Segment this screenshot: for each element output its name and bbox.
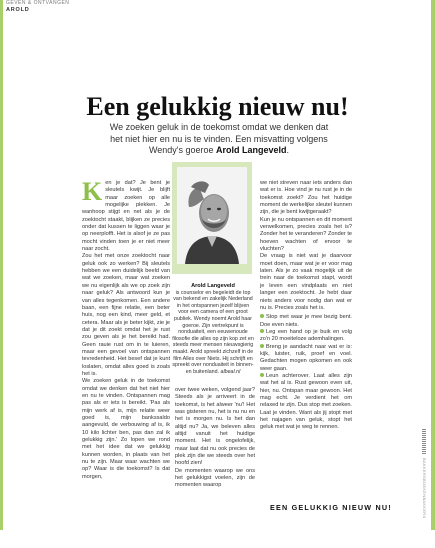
drop-cap: K xyxy=(82,177,103,206)
intro-line-2: het niet hier en nu is te vinden. Een misvatting volgens xyxy=(110,133,328,144)
section-label: GEVEN & ONTVANGEN xyxy=(6,0,70,6)
exercise-list xyxy=(260,314,352,432)
side-code: BAKKERSBOEKENBAKKERS xyxy=(422,458,427,519)
accent-strip-right xyxy=(431,0,435,530)
paragraph-7: Kun je nu ontspannen en dit moment verwelkomen, precies zoals het is? Zonder het te veranderen? Zonder te hoeven wachten of ervoor te vluchten? xyxy=(260,216,352,253)
portrait-illustration xyxy=(177,167,247,264)
paragraph-2: Zou het met onze zoektocht naar geluk ook zo werken? Bij sleutels hebben we een duidelijk beeld van wat we zoeken, maar wat zoeken we nu eigenlijk als we op zoek zijn naar geluk? Als antwoord kun je van alles tegenkomen. Een andere baan, een fijne relatie, een beter huis, nog een kind, meer geld, et cetera. Maar als je beter kijkt, zie je dat je dit zoekt omdat het je rust zou geven als je het bereikt had. Geen rauie rust om in te luieren, maar een gevoel van ontspannen tevredenheid. Het besef dat je kunt loslaten, omdat alles goed is zoals het is. xyxy=(82,253,170,377)
barcode-graphic xyxy=(422,428,426,454)
bullet-dot-icon xyxy=(260,373,264,377)
intro-line-3-prefix: Wendy's goeroe xyxy=(148,145,217,155)
paragraph-6: we niet streven naar iets anders dan wat er is. Hoe vind je nu rust je in de toekomst zoekt? Zou het huidige moment de werkelijke sleutel kunnen zijn, die je bent kwijtgeraakt? xyxy=(260,180,352,216)
paragraph-1-text: en je dat? Je bent je sleutels kwijt. Je blijft maar zoeken op alle mogelijke plekken. Je wanhoop stijgt en net als je de zoektocht staakt, blijken ze precies onder dat kussen te liggen waar je op neerplofft. Het is alsof je ze pas mocht vinden toen je er niet meer naar zocht. xyxy=(82,180,170,253)
paragraph-4: over twee weken, volgend jaar? Steeds als je arriveert in de toekomst, is het alweer 'nu'! Het was gisteren nu, het is nu nu en het is morgen nu. Is het dan altijd nu? Ja, we beleven alles altijd vanuit het huidige moment. Het is ongelofelijk, maar laat dat nu ook precies de plek zijn die we steeds over het hoofd zien! xyxy=(175,387,255,467)
intro-line-3-suffix: . xyxy=(286,145,290,155)
paragraph-1 xyxy=(82,177,170,253)
article-column-3 xyxy=(260,180,352,432)
caption-text: is counselor en begeleidt de top van bekend en zakelijk Nederland in het ontspannen jezelf blijven voor een camera of een groot publiek. Wendy noemt Arold haar goeroe. Zijn vertrekpunt is nonduaiteit, een eeuwenoude filosofie die alles op zijn kop zet en steeds meer mensen nieuwsgierig maakt. Arold spreekt zichzelf in de film Alles over Niets. Hij schrijft en spreekt over nonduaiteit in binnen- en buitenland. xyxy=(172,289,254,375)
paragraph-5: De momenten waarop we ons het gelukkigst voelen, zijn de momenten waarop xyxy=(175,467,255,489)
intro-line-1: We zoeken geluk in de toekomst omdat we denken dat xyxy=(109,122,329,132)
paragraph-3: We zoeken geluk in de toekomst omdat we denken dat het niet hier en nu te vinden. Ontspannen mag pas als er iets is bereikt. 'Pas als mijn werk af is, mijn relatie weer goed is, mijn bankssaldo aangevuld, de verbouwing af is, ik 10 kilo lichter ben, pas dan zal ik gelukkig zijn.' Zo lopen we rond met het idee dat we gelukkig kunnen worden, in plaats van het nu te zijn. Maar waar wachten we op? Waar is die toekomst? Is dat morgen, xyxy=(82,378,170,480)
author-label: AROLD xyxy=(6,7,30,13)
portrait-photo xyxy=(177,167,247,264)
paragraph-8: De vraag is niet wat je daarvoor moet doen, maar wat je er voor mag laten. Als je zo vaak mogelijk uit de trein naar de toekomst stapt, wordt je leven een vindplaats en niet langer een zoektocht. Je hebt daar niets anders voor nodig dan wat er nu is. Precies zoals het is. xyxy=(260,253,352,311)
photo-caption xyxy=(172,283,254,375)
article-column-2 xyxy=(175,387,255,490)
list-item: Stop met waar je mee bezig bent. Doe even niets. xyxy=(260,314,352,328)
accent-strip-left xyxy=(0,0,3,530)
list-item: Leg een hand op je buik en volg zo'n 20 moeiteloze ademhalingen. xyxy=(260,328,352,343)
intro-text xyxy=(90,122,348,157)
bullet-dot-icon xyxy=(260,329,264,333)
list-item: Leun achterover. Laat alles zijn wat het al is. Rust gewoon even uit, hier, nu. Ontspan maar gewoon. Het mag echt. Je verdient het om relaxed te zijn. Dus stop met zoeken. Laat je vinden. Want als jij stopt met het najagen van geluk, stopt het geluk met wat je weg te rennen. xyxy=(260,372,352,431)
bullet-dot-icon xyxy=(260,314,264,318)
bullet-dot-icon xyxy=(260,344,264,348)
article-column-1 xyxy=(82,177,170,481)
intro-author-name: Arold Langeveld xyxy=(216,145,287,155)
list-item: Breng je aandacht naar wat er is: kijk, luister, ruik, proef en voel. Gedachten mogen opkomen en ook weer gaan. xyxy=(260,343,352,372)
caption-credit: albeal.nl xyxy=(220,368,241,375)
portrait-frame xyxy=(172,162,252,274)
caption-name: Arold Langeveld xyxy=(191,283,235,289)
closing-line: EEN GELUKKIG NIEUW NU! xyxy=(270,503,392,512)
page-title: Een gelukkig nieuw nu! xyxy=(86,92,349,122)
